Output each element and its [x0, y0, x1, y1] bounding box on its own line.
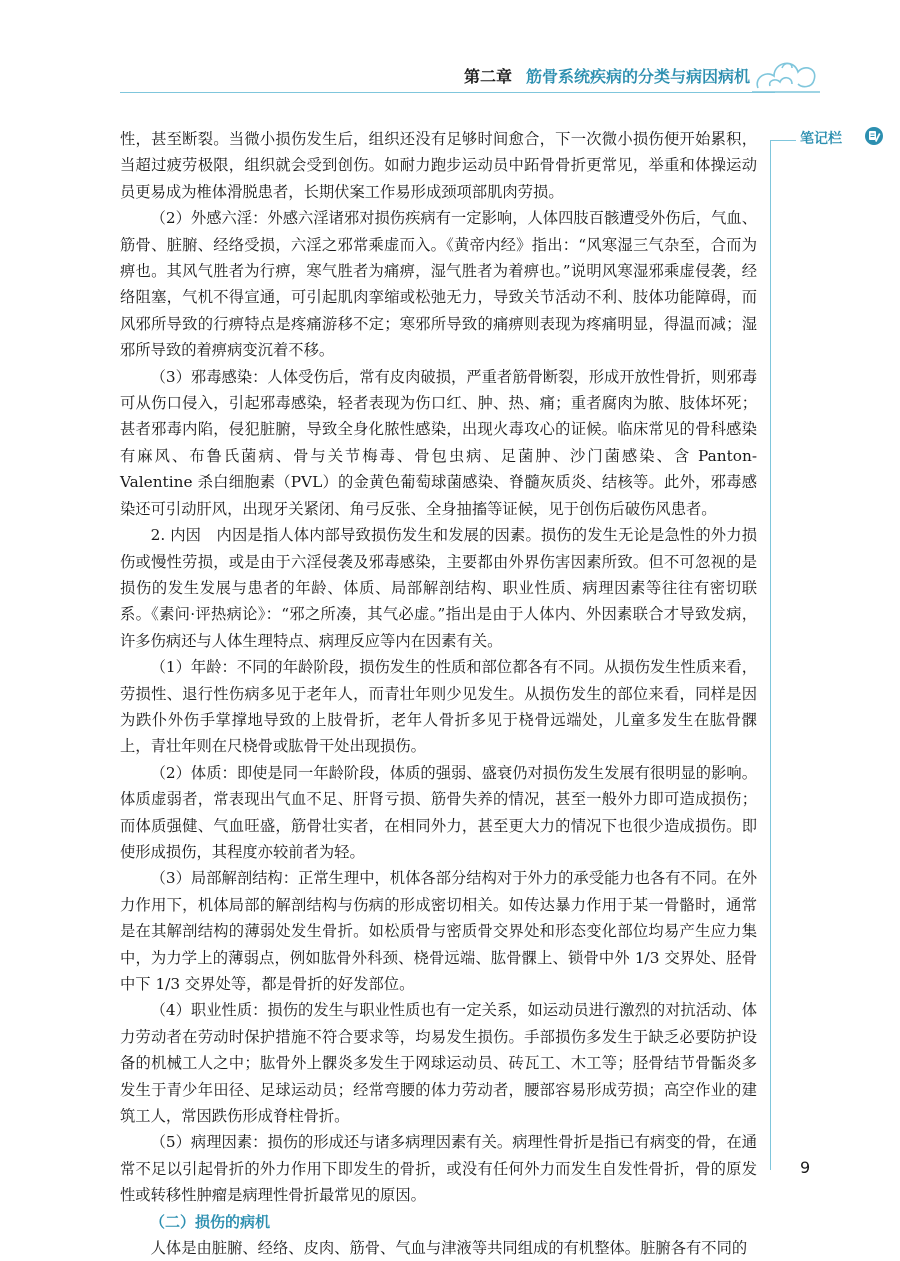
- notes-column: [770, 128, 900, 1228]
- notes-rule-vertical: [770, 140, 771, 1170]
- paragraph-internal-causes: 2. 内因 内因是指人体内部导致损伤发生和发展的因素。损伤的发生无论是急性的外力损伤或慢性劳损，或是由于六淫侵袭及邪毒感染，主要都由外界伤害因素所致。但不可忽视的是损伤的发生发展与患者的年龄、体质、局部解剖结构、职业性质、病理因素等往往有密切联系。《素问·评热病论》：“邪之所凑，其气必虚。”指出是由于人体内、外因素联合才导致发病，许多伤病还与人体生理特点、病理反应等内在因素有关。: [120, 526, 757, 650]
- paragraph-stress-injury: 性，甚至断裂。当微小损伤发生后，组织还没有足够时间愈合，下一次微小损伤便开始累积，当超过疲劳极限，组织就会受到创伤。如耐力跑步运动员中跖骨骨折更常见，举重和体操运动员更易成为椎体滑脱患者，长期伏案工作易形成颈项部肌肉劳损。: [120, 130, 757, 201]
- notes-column-label: 笔记栏: [800, 131, 842, 147]
- body-text: [120, 126, 757, 1261]
- paragraph-age: （1）年龄：不同的年龄阶段，损伤发生的性质和部位都各有不同。从损伤发生性质来看，劳损性、退行性伤病多见于老年人，而青壮年则少见发生。从损伤发生的部位来看，同样是因为跌仆外伤手掌撑地导致的上肢骨折，老年人骨折多见于桡骨远端处，儿童多发生在肱骨髁上，青壮年则在尺桡骨或肱骨干处出现损伤。: [120, 658, 757, 756]
- paragraph-six-exogenous: （2）外感六淫：外感六淫诸邪对损伤疾病有一定影响，人体四肢百骸遭受外伤后，气血、筋骨、脏腑、经络受损，六淫之邪常乘虚而入。《黄帝内经》指出：“风寒湿三气杂至，合而为痹也。其风气胜者为行痹，寒气胜者为痛痹，湿气胜者为着痹也。”说明风寒湿邪乘虚侵袭，经络阻塞，气机不得宣通，可引起肌肉挛缩或松弛无力，导致关节活动不利、肢体功能障碍，而风邪所导致的行痹特点是疼痛游移不定；寒邪所导致的痛痹则表现为疼痛明显，得温而减；湿邪所导致的着痹病变沉着不移。: [120, 209, 757, 360]
- section-subheading: （二）损伤的病机: [150, 1212, 271, 1231]
- paragraph-pathology: （5）病理因素：损伤的形成还与诸多病理因素有关。病理性骨折是指已有病变的骨，在通常不足以引起骨折的外力作用下即发生的骨折，或没有任何外力而发生自发性骨折，骨的原发性或转移性肿瘤是病理性骨折最常见的原因。: [120, 1133, 757, 1205]
- running-head: [464, 64, 750, 87]
- cloud-ornament-icon: [752, 48, 822, 96]
- pen-note-icon: [864, 126, 884, 146]
- chapter-topic: 筋骨系统疾病的分类与病因病机: [525, 67, 750, 86]
- paragraph-constitution: （2）体质：即使是同一年龄阶段，体质的强弱、盛衰仍对损伤发生发展有很明显的影响。体质虚弱者，常表现出气血不足、肝肾亏损、筋骨失养的情况，甚至一般外力即可造成损伤；而体质强健、气血旺盛，筋骨壮实者，在相同外力，甚至更大力的情况下也很少造成损伤。即使形成损伤，其程度亦较前者为轻。: [120, 763, 757, 861]
- paragraph-toxin-infection: （3）邪毒感染：人体受伤后，常有皮肉破损，严重者筋骨断裂，形成开放性骨折，则邪毒可从伤口侵入，引起邪毒感染，轻者表现为伤口红、肿、热、痛；重者腐肉为脓、肢体坏死；甚者邪毒内陷，侵犯脏腑，导致全身化脓性感染，出现火毒攻心的证候。临床常见的骨科感染有麻风、布鲁氏菌病、骨与关节梅毒、骨包虫病、足菌肿、沙门菌感染、含 Panton-Valentine 杀白细胞素（PVL）的金黄色葡萄球菌感染、脊髓灰质炎、结核等。此外，邪毒感染还可引动肝风，出现牙关紧闭、角弓反张、全身抽搐等证候，见于创伤后破伤风患者。: [120, 367, 757, 518]
- paragraph-local-anatomy: （3）局部解剖结构：正常生理中，机体各部分结构对于外力的承受能力也各有不同。在外力作用下，机体局部的解剖结构与伤病的形成密切相关。如传达暴力作用于某一骨骼时，通常是在其解剖结构的薄弱处发生骨折。如松质骨与密质骨交界处和形态变化部位均易产生应力集中，为力学上的薄弱点，例如肱骨外科颈、桡骨远端、肱骨髁上、锁骨中外 1/3 交界处、胫骨中下 1/3 交界处等，都是骨折的好发部位。: [120, 869, 757, 993]
- page-number: 9: [800, 1158, 811, 1177]
- notes-rule-horizontal: [770, 140, 796, 141]
- header-rule: [120, 92, 775, 93]
- chapter-label: 第二章: [463, 67, 512, 86]
- paragraph-occupation: （4）职业性质：损伤的发生与职业性质也有一定关系，如运动员进行激烈的对抗活动、体力劳动者在劳动时保护措施不符合要求等，均易发生损伤。手部损伤多发生于缺乏必要防护设备的机械工人之中；肱骨外上髁炎多发生于网球运动员、砖瓦工、木工等；胫骨结节骨骺炎多发生于青少年田径、足球运动员；经常弯腰的体力劳动者，腰部容易形成劳损；高空作业的建筑工人，常因跌伤形成脊柱骨折。: [120, 1001, 757, 1126]
- page-header: [0, 0, 900, 100]
- paragraph-pathogenesis-intro: 人体是由脏腑、经络、皮肉、筋骨、气血与津液等共同组成的有机整体。脏腑各有不同的: [150, 1239, 748, 1258]
